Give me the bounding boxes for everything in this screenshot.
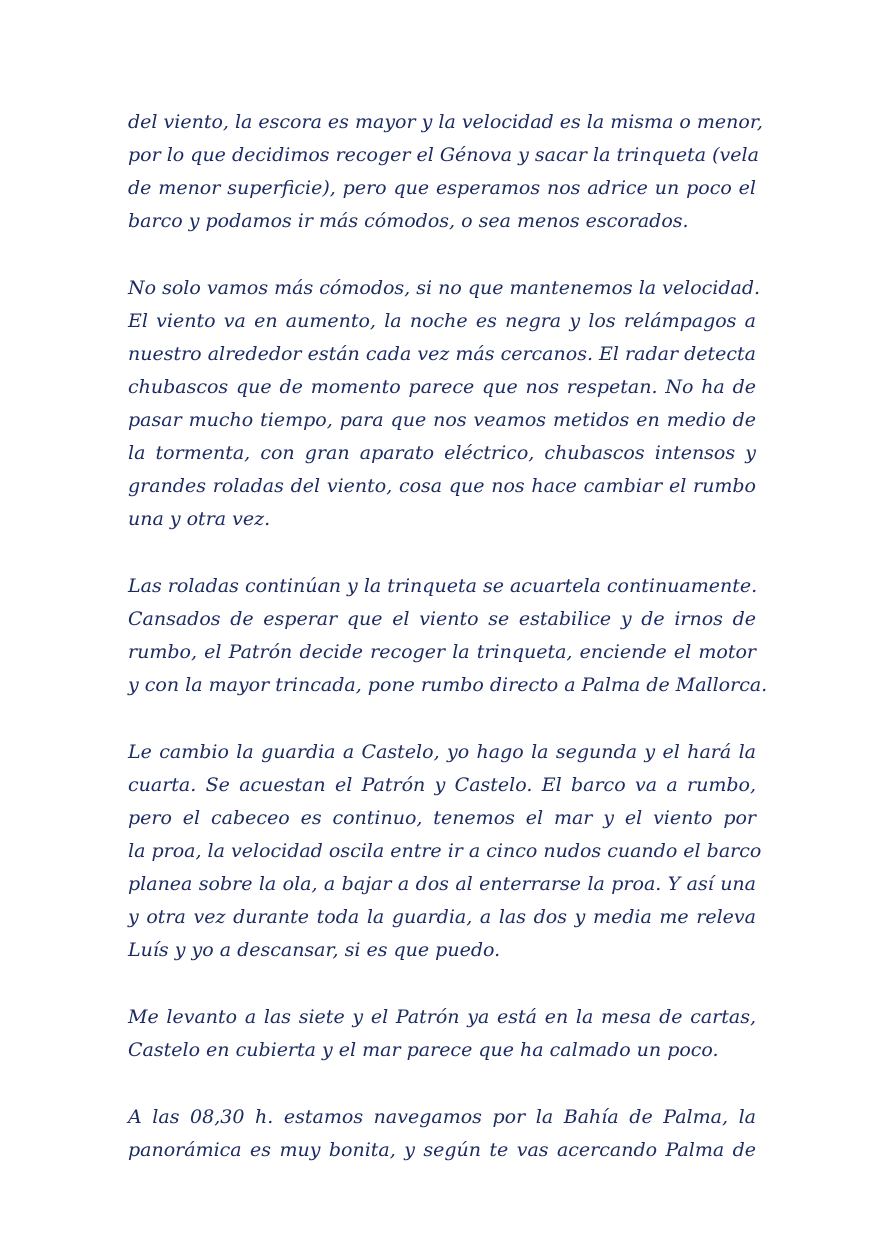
text-line: planea sobre la ola, a bajar a dos al enterrarse la proa. Y así una	[128, 873, 756, 895]
text-line: Las roladas continúan y la trinqueta se acuartela continuamente.	[128, 575, 758, 597]
text-line: por lo que decidimos recoger el Génova y sacar la trinqueta (vela	[128, 144, 759, 166]
text-line: nuestro alrededor están cada vez más cercanos. El radar detecta	[128, 343, 756, 365]
text-line: No solo vamos más cómodos, si no que mantenemos la velocidad.	[128, 277, 761, 299]
text-line: A las 08,30 h. estamos navegamos por la Bahía de Palma, la	[128, 1106, 756, 1128]
text-line: panorámica es muy bonita, y según te vas acercando Palma de	[128, 1139, 756, 1161]
text-line: pasar mucho tiempo, para que nos veamos metidos en medio de	[128, 409, 756, 431]
text-line: y con la mayor trincada, pone rumbo directo a Palma de Mallorca.	[128, 674, 768, 696]
text-line: rumbo, el Patrón decide recoger la trinqueta, enciende el motor	[128, 641, 756, 663]
text-line: Cansados de esperar que el viento se estabilice y de irnos de	[128, 608, 756, 630]
text-line: de menor superficie), pero que esperamos nos adrice un poco el	[128, 177, 756, 199]
text-line: El viento va en aumento, la noche es negra y los relámpagos a	[128, 310, 756, 332]
paragraph	[128, 1101, 756, 1167]
text-line: Castelo en cubierta y el mar parece que ha calmado un poco.	[128, 1039, 719, 1061]
paragraph	[128, 736, 762, 967]
text-line: Me levanto a las siete y el Patrón ya está en la mesa de cartas,	[128, 1006, 756, 1028]
text-line: Le cambio la guardia a Castelo, yo hago la segunda y el hará la	[128, 741, 756, 763]
text-line: grandes roladas del viento, cosa que nos hace cambiar el rumbo	[128, 475, 756, 497]
document-page	[128, 106, 768, 1201]
paragraph	[128, 1001, 756, 1067]
text-line: una y otra vez.	[128, 508, 271, 530]
paragraph	[128, 272, 761, 536]
text-line: Luís y yo a descansar, si es que puedo.	[128, 939, 501, 961]
text-line: barco y podamos ir más cómodos, o sea menos escorados.	[128, 210, 689, 232]
paragraph	[128, 106, 763, 238]
text-line: pero el cabeceo es continuo, tenemos el mar y el viento por	[128, 807, 756, 829]
text-line: chubascos que de momento parece que nos respetan. No ha de	[128, 376, 756, 398]
text-line: la proa, la velocidad oscila entre ir a cinco nudos cuando el barco	[128, 840, 762, 862]
paragraph	[128, 570, 768, 702]
text-line: la tormenta, con gran aparato eléctrico, chubascos intensos y	[128, 442, 756, 464]
text-line: y otra vez durante toda la guardia, a las dos y media me releva	[128, 906, 756, 928]
text-line: cuarta. Se acuestan el Patrón y Castelo. El barco va a rumbo,	[128, 774, 756, 796]
text-line: del viento, la escora es mayor y la velocidad es la misma o menor,	[128, 111, 763, 133]
